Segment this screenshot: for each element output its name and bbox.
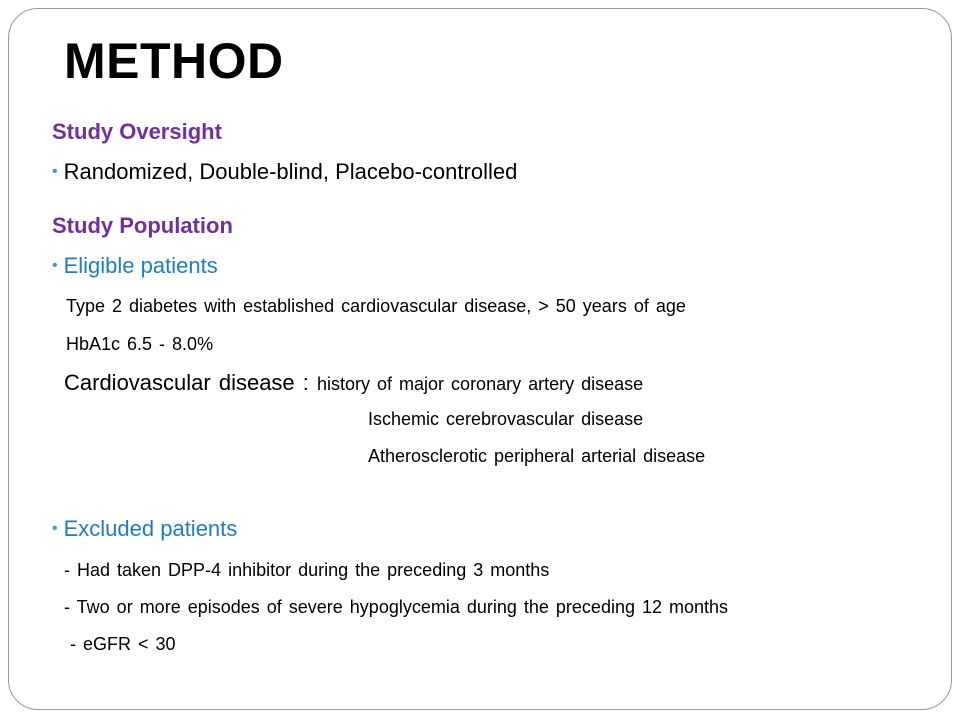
- cv-disease-line: [64, 372, 643, 394]
- study-population-heading: Study Population: [52, 213, 233, 238]
- bullet-dot-icon: •: [52, 520, 58, 537]
- excluded-bullet-item: [52, 518, 237, 540]
- eligible-line-diabetes: Type 2 diabetes with established cardiovascular disease, > 50 years of age: [66, 296, 686, 316]
- page-title: METHOD: [64, 33, 284, 89]
- eligible-bullet-item: [52, 255, 218, 277]
- excluded-item: - eGFR < 30: [70, 634, 176, 654]
- excluded-label: Excluded patients: [63, 516, 238, 541]
- cv-disease-label: Cardiovascular disease :: [64, 370, 318, 395]
- excluded-item: - Had taken DPP-4 inhibitor during the preceding 3 months: [64, 560, 550, 580]
- eligible-label: Eligible patients: [63, 253, 218, 278]
- bullet-dot-icon: •: [52, 257, 58, 274]
- study-oversight-heading: Study Oversight: [52, 119, 222, 144]
- eligible-line-hba1c: HbA1c 6.5 - 8.0%: [66, 334, 214, 354]
- cv-item: Atherosclerotic peripheral arterial disease: [368, 446, 706, 466]
- excluded-item: - Two or more episodes of severe hypoglycemia during the preceding 12 months: [64, 597, 729, 617]
- cv-item: history of major coronary artery disease: [317, 374, 644, 394]
- bullet-dot-icon: •: [52, 163, 58, 180]
- oversight-bullet-item: [52, 161, 517, 183]
- cv-item: Ischemic cerebrovascular disease: [368, 409, 644, 429]
- oversight-item-text: Randomized, Double-blind, Placebo-controlled: [63, 159, 518, 184]
